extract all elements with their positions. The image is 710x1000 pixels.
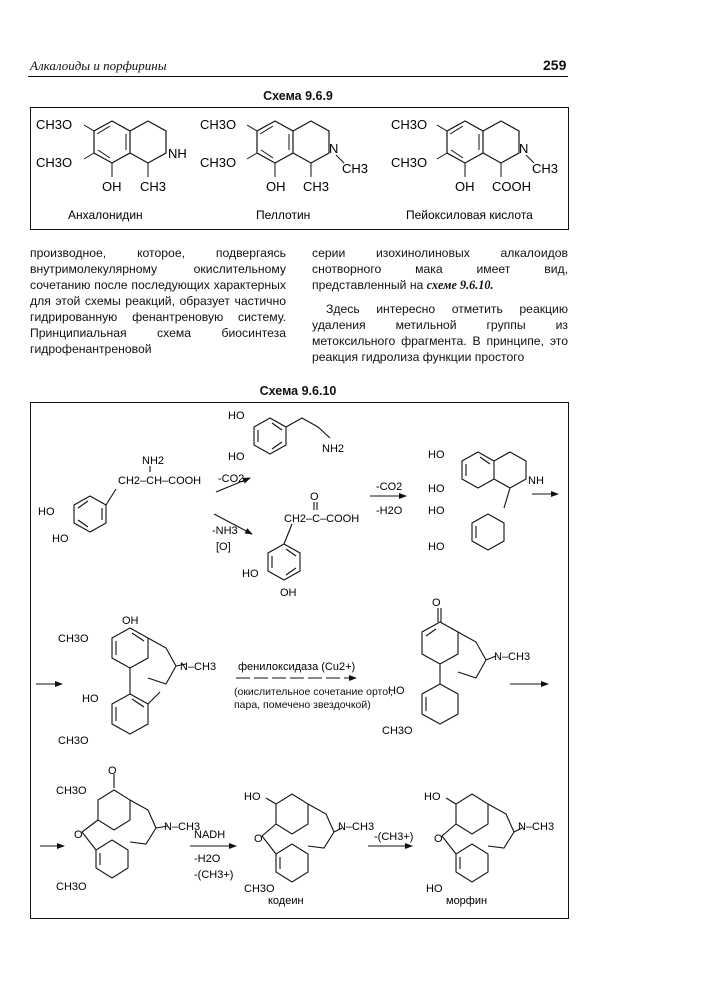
scheme-reference: схеме 9.6.10.: [426, 278, 494, 292]
codeinone-structure: [82, 774, 168, 878]
svg-text:O: O: [310, 491, 319, 503]
text-column-right: [312, 245, 568, 365]
svg-text:[O]: [O]: [216, 541, 231, 553]
svg-text:CH3O: CH3O: [36, 117, 73, 132]
svg-text:N–CH3: N–CH3: [180, 661, 217, 673]
reticuline-structure: [112, 628, 186, 734]
svg-text:N–CH3: N–CH3: [518, 821, 555, 833]
svg-text:HO: HO: [388, 685, 405, 697]
svg-text:HO: HO: [428, 449, 445, 461]
scheme-9-6-10-drawing: [30, 402, 568, 918]
anhalonidine-structure: [84, 121, 166, 177]
svg-text:O: O: [74, 829, 83, 841]
paragraph-right-2: Здесь интересно отметить реакцию удаления метильной группы из метоксильного фрагмента. В принципе, это реакция гидролиза функции простого: [312, 302, 568, 364]
svg-text:O: O: [434, 833, 443, 845]
dopamine-structure: [254, 418, 330, 454]
scheme-9-6-9-title: Схема 9.6.9: [263, 89, 333, 103]
svg-text:CH3O: CH3O: [56, 881, 87, 893]
pellotine-name: Пеллотин: [256, 208, 311, 222]
codeine-structure: [262, 794, 342, 882]
svg-text:-(CH3+): -(CH3+): [374, 831, 414, 843]
svg-text:NH: NH: [168, 146, 187, 161]
svg-text:-H2O: -H2O: [376, 505, 403, 517]
codeine-label: кодеин: [268, 895, 304, 907]
salutaridine-structure: [422, 608, 496, 724]
svg-text:COOH: COOH: [492, 179, 531, 194]
svg-text:N: N: [519, 141, 529, 156]
svg-text:N–CH3: N–CH3: [338, 821, 375, 833]
svg-text:-(CH3+): -(CH3+): [194, 869, 234, 881]
svg-text:CH2–C–COOH: CH2–C–COOH: [284, 513, 360, 525]
scheme-9-6-9-drawing: [30, 107, 568, 229]
svg-text:-CO2: -CO2: [376, 481, 403, 493]
svg-text:O: O: [254, 833, 263, 845]
svg-text:CH3: CH3: [140, 179, 167, 194]
svg-text:CH3O: CH3O: [391, 155, 428, 170]
svg-text:HO: HO: [228, 410, 245, 422]
svg-text:NH2: NH2: [142, 455, 165, 467]
svg-text:CH3O: CH3O: [244, 883, 275, 895]
svg-text:N–CH3: N–CH3: [164, 821, 201, 833]
running-header-section: Алкалоиды и порфирины: [30, 58, 167, 73]
svg-text:HO: HO: [428, 483, 445, 495]
svg-text:HO: HO: [242, 568, 259, 580]
morphine-structure: [442, 794, 522, 882]
svg-text:OH: OH: [280, 587, 297, 599]
svg-text:HO: HO: [428, 541, 445, 553]
svg-text:-CO2: -CO2: [218, 473, 245, 485]
svg-text:CH3: CH3: [303, 179, 330, 194]
svg-text:CH3: CH3: [342, 161, 369, 176]
svg-text:CH3O: CH3O: [382, 725, 413, 737]
morphine-label: морфин: [446, 895, 488, 907]
svg-text:CH3O: CH3O: [200, 155, 237, 170]
svg-text:HO: HO: [52, 533, 69, 545]
peyoxylic-acid-name: Пейоксиловая кислота: [406, 208, 533, 222]
svg-text:CH3O: CH3O: [36, 155, 73, 170]
text-column-left: [30, 245, 286, 357]
svg-text:HO: HO: [38, 506, 55, 518]
svg-text:O: O: [108, 765, 117, 777]
svg-text:CH3O: CH3O: [200, 117, 237, 132]
svg-text:N–CH3: N–CH3: [494, 651, 531, 663]
svg-text:HO: HO: [244, 791, 261, 803]
svg-text:CH2–CH–COOH: CH2–CH–COOH: [118, 475, 202, 487]
svg-text:OH: OH: [266, 179, 286, 194]
header-rule: [28, 76, 568, 77]
svg-text:CH3O: CH3O: [391, 117, 428, 132]
svg-text:OH: OH: [122, 615, 139, 627]
svg-text:N: N: [329, 141, 339, 156]
svg-text:NH: NH: [528, 475, 544, 487]
svg-text:фенилоксидаза (Cu2+): фенилоксидаза (Cu2+): [238, 661, 356, 673]
svg-text:CH3O: CH3O: [58, 735, 89, 747]
svg-text:HO: HO: [426, 883, 443, 895]
svg-text:OH: OH: [455, 179, 475, 194]
norlaudanosoline-structure: [462, 452, 526, 550]
svg-text:OH: OH: [102, 179, 122, 194]
svg-text:CH3: CH3: [532, 161, 559, 176]
paragraph-right-1: серии изохинолиновых алкалоидов снотворного мака имеет вид, представленный на схеме 9.6.10.: [312, 246, 568, 292]
svg-text:HO: HO: [228, 451, 245, 463]
svg-text:-H2O: -H2O: [194, 853, 221, 865]
svg-text:HO: HO: [82, 693, 99, 705]
coupling-note: (окислительное сочетание орто', пара, помечено звездочкой): [234, 686, 394, 711]
svg-text:HO: HO: [424, 791, 441, 803]
svg-text:NADH: NADH: [194, 829, 226, 841]
anhalonidine-name: Анхалонидин: [68, 208, 143, 222]
svg-text:CH3O: CH3O: [58, 633, 89, 645]
svg-text:-NH3: -NH3: [212, 525, 238, 537]
svg-text:CH3O: CH3O: [56, 785, 87, 797]
paragraph-left: производное, которое, подвергаясь внутримолекулярному окислительному сочетанию после последующих характерных для этой схемы реакций, образует частично гидрированную фенантреновую систему. Принципиальная схема биосинтеза гидрофенантреновой: [30, 246, 286, 356]
svg-text:O: O: [432, 597, 441, 609]
scheme-9-6-10-title: Схема 9.6.10: [259, 384, 337, 398]
svg-text:HO: HO: [428, 505, 445, 517]
page-number: 259: [543, 57, 567, 73]
svg-text:NH2: NH2: [322, 443, 345, 455]
